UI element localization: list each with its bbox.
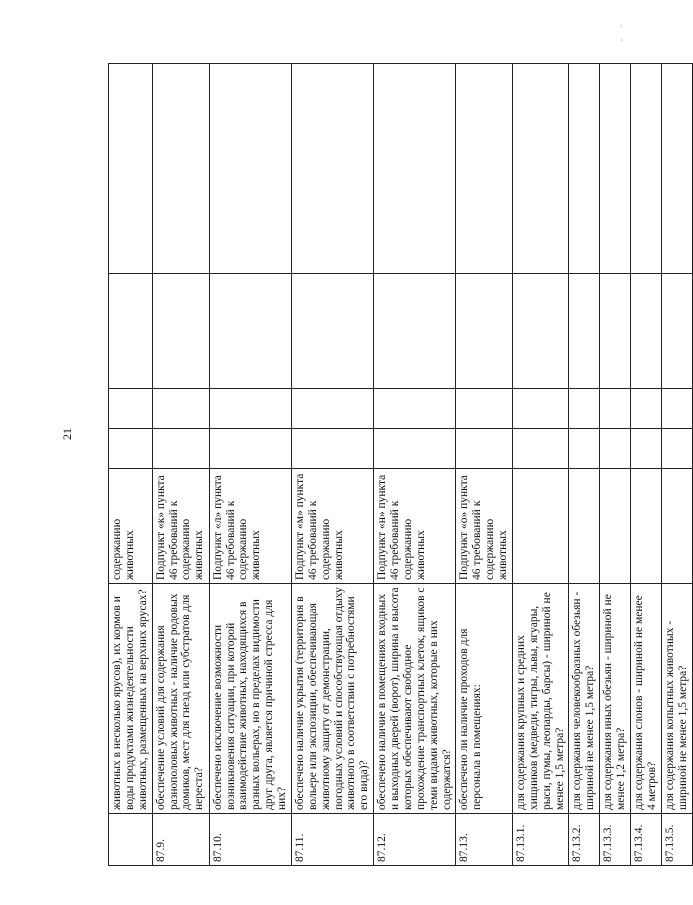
question-cell: для содержания иных обезьян - шириной не менее 1,2 метра? (600, 584, 631, 814)
answer-yes-cell (600, 429, 631, 469)
answer-yes-cell (569, 429, 600, 469)
not-applicable-cell (512, 274, 569, 389)
answer-no-cell (512, 389, 569, 429)
item-number-cell: 87.13.2. (569, 814, 600, 866)
item-number-cell: 87.13.3. (600, 814, 631, 866)
answer-yes-cell (152, 429, 209, 469)
table-row (374, 64, 456, 866)
table-row (512, 64, 569, 866)
answer-no-cell (374, 389, 456, 429)
reference-cell (512, 469, 569, 584)
reference-cell (662, 469, 693, 584)
item-number-cell: 87.13.5. (662, 814, 693, 866)
rotated-table-container (108, 64, 690, 866)
comment-cell (662, 64, 693, 274)
item-number-cell: 87.13.1. (512, 814, 569, 866)
answer-yes-cell (662, 429, 693, 469)
reference-cell: содержанию животных (109, 469, 153, 584)
table-row (291, 64, 373, 866)
not-applicable-cell (569, 274, 600, 389)
comment-cell (631, 64, 662, 274)
reference-cell: Подпункт «н» пункта 46 требований к содержанию животных (374, 469, 456, 584)
table-row (569, 64, 600, 866)
question-cell: обеспечено наличие укрытия (территория в вольере или экспозиции, обеспечивающая животному защиту от демонстрации, погодных условий и способствующая отдыху животного в соответствии с потребностями его вида)? (291, 584, 373, 814)
not-applicable-cell (631, 274, 662, 389)
reference-cell: Подпункт «о» пункта 46 требований к содержанию животных (456, 469, 513, 584)
item-number-cell (109, 814, 153, 866)
question-cell: животных в несколько ярусов), их кормов и воды продуктами жизнедеятельности животных, размещенных на верхних ярусах? (109, 584, 153, 814)
table-row (456, 64, 513, 866)
answer-yes-cell (109, 429, 153, 469)
table-row (662, 64, 693, 866)
reference-cell: Подпункт «м» пункта 46 требований к содержанию животных (291, 469, 373, 584)
question-cell: для содержания человекообразных обезьян - шириной не менее 1,5 метра? (569, 584, 600, 814)
reference-cell (569, 469, 600, 584)
comment-cell (109, 64, 153, 274)
table-row (152, 64, 209, 866)
answer-no-cell (291, 389, 373, 429)
answer-no-cell (456, 389, 513, 429)
comment-cell (374, 64, 456, 274)
not-applicable-cell (152, 274, 209, 389)
not-applicable-cell (456, 274, 513, 389)
not-applicable-cell (600, 274, 631, 389)
item-number-cell: 87.12. (374, 814, 456, 866)
not-applicable-cell (662, 274, 693, 389)
question-cell: для содержания слонов - шириной не менее 4 метров? (631, 584, 662, 814)
comment-cell (291, 64, 373, 274)
comment-cell (512, 64, 569, 274)
question-cell: обеспечено ли наличие проходов для персонала в помещениях: (456, 584, 513, 814)
answer-yes-cell (374, 429, 456, 469)
reference-cell (600, 469, 631, 584)
answer-no-cell (662, 389, 693, 429)
not-applicable-cell (109, 274, 153, 389)
item-number-cell: 87.11. (291, 814, 373, 866)
scan-margin-marks: · · (620, 22, 623, 45)
item-number-cell: 87.13. (456, 814, 513, 866)
comment-cell (152, 64, 209, 274)
reference-cell (631, 469, 662, 584)
checklist-table (108, 63, 693, 866)
item-number-cell: 87.13.4. (631, 814, 662, 866)
item-number-cell: 87.10. (209, 814, 291, 866)
comment-cell (600, 64, 631, 274)
answer-no-cell (109, 389, 153, 429)
reference-cell: Подпункт «л» пункта 46 требований к содержанию животных (209, 469, 291, 584)
not-applicable-cell (374, 274, 456, 389)
question-cell: обеспечено наличие в помещениях входных и выходных дверей (ворот), ширина и высота которых обеспечивают свободное прохождение транспортных клеток, ящиков с теми видами животных, которые в них содержатся? (374, 584, 456, 814)
answer-yes-cell (512, 429, 569, 469)
answer-no-cell (209, 389, 291, 429)
question-cell: обеспечение условий для содержания разнополовых животных - наличие родовых домиков, мест для гнезд или субстратов для нереста? (152, 584, 209, 814)
reference-cell: Подпункт «к» пункта 46 требований к содержанию животных (152, 469, 209, 584)
checklist-body (109, 64, 693, 866)
comment-cell (569, 64, 600, 274)
answer-no-cell (569, 389, 600, 429)
answer-yes-cell (209, 429, 291, 469)
question-cell: для содержания крупных и средних хищников (медведи, тигры, львы, ягуары, рыси, пумы, леопарды, барсы) - шириной не менее 1,5 метра? (512, 584, 569, 814)
answer-yes-cell (291, 429, 373, 469)
table-row (109, 64, 153, 866)
question-cell: обеспечено исключение возможности возникновения ситуации, при которой взаимодействие животных, находящихся в разных вольерах, но в пределах видимости друг друга, является причиной стресса для них? (209, 584, 291, 814)
comment-cell (456, 64, 513, 274)
answer-no-cell (152, 389, 209, 429)
not-applicable-cell (291, 274, 373, 389)
question-cell: для содержания копытных животных - шириной не менее 1,5 метра? (662, 584, 693, 814)
not-applicable-cell (209, 274, 291, 389)
comment-cell (209, 64, 291, 274)
answer-yes-cell (631, 429, 662, 469)
answer-no-cell (600, 389, 631, 429)
answer-no-cell (631, 389, 662, 429)
table-row (631, 64, 662, 866)
item-number-cell: 87.9. (152, 814, 209, 866)
answer-yes-cell (456, 429, 513, 469)
table-row (600, 64, 631, 866)
table-row (209, 64, 291, 866)
page-number: 21 (60, 428, 74, 440)
